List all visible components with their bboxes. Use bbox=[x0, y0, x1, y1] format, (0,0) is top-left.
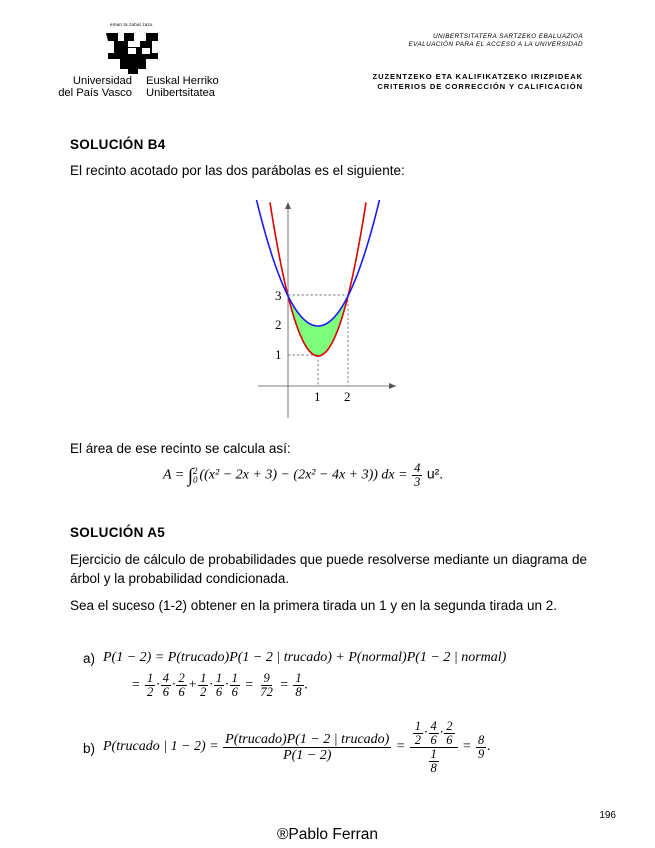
b4-area-intro: El área de ese recinto se calcula así: bbox=[70, 441, 291, 456]
x-tick-2: 2 bbox=[344, 389, 351, 404]
y-tick-2: 2 bbox=[275, 317, 282, 332]
logo-caption: eman ta zabal zazu bbox=[110, 22, 153, 27]
footer-credit: ®Pablo Ferran bbox=[276, 826, 379, 843]
part-b-label: b) bbox=[83, 741, 96, 756]
y-tick-1: 1 bbox=[275, 347, 282, 362]
upv-logo bbox=[98, 28, 173, 74]
b4-intro: El recinto acotado por las dos parábolas es el siguiente: bbox=[70, 163, 405, 178]
y-axis-arrow bbox=[285, 202, 291, 209]
header-criteria-title: ZUZENTZEKO ETA KALIFIKATZEKO IRIZPIDEAK CRITERIOS DE CORRECCIÓN Y CALIFICACIÓN bbox=[372, 72, 583, 91]
y-tick-3: 3 bbox=[275, 288, 282, 303]
part-a-label: a) bbox=[83, 651, 96, 666]
a5-paragraph-1: Ejercicio de cálculo de probabilidades que puede resolverse mediante un diagrama de árbol y la probabilidad condicionada. bbox=[70, 552, 587, 586]
heading-a5: SOLUCIÓN A5 bbox=[70, 525, 166, 540]
part-b-formula: P(trucado | 1 − 2) = $\frac{\text{P(trucado)P(1 − 2 | trucado)}}{P(1 - 2)}$ = $\frac{1}{2}$ · $\frac{4}{6}$ · $\frac{2}{6}$ $\frac{1}{8}$ = $\frac{8}{9}$ . bbox=[103, 718, 491, 775]
page-number: 196 bbox=[599, 810, 616, 821]
area-formula: A = ∫ 2 0 ((x² − 2x + 3) − (2x² − 4x + 3)) dx = $\frac{4}{3}$ u². bbox=[163, 461, 444, 489]
university-name-es: Universidad del País Vasco bbox=[58, 75, 132, 99]
part-a-line2: = $\frac{1}{2}$ · $\frac{4}{6}$ · $\frac{2}{6}$ + $\frac{1}{2}$ · $\frac{1}{6}$ · $\frac{1}{6}$ = $\frac{9}{72}$ = $\frac{1}{8}$ . bbox=[131, 671, 309, 699]
x-tick-1: 1 bbox=[314, 389, 321, 404]
university-name-eu: Euskal Herriko Unibertsitatea bbox=[146, 75, 219, 99]
heading-b4: SOLUCIÓN B4 bbox=[70, 137, 166, 152]
part-a-line1: P(1 − 2) = P(trucado)P(1 − 2 | trucado) + P(normal)P(1 − 2 | normal) bbox=[103, 650, 507, 665]
header-exam-title: UNIBERTSITATERA SARTZEKO EBALUAZIOA EVALUACIÓN PARA EL ACCESO A LA UNIVERSIDAD bbox=[408, 33, 583, 48]
parabola-graph bbox=[250, 196, 400, 420]
a5-paragraph-2: Sea el suceso (1-2) obtener en la primera tirada un 1 y en la segunda tirada un 2. bbox=[70, 598, 558, 613]
x-axis-arrow bbox=[389, 383, 396, 389]
curve-blue bbox=[257, 200, 380, 326]
